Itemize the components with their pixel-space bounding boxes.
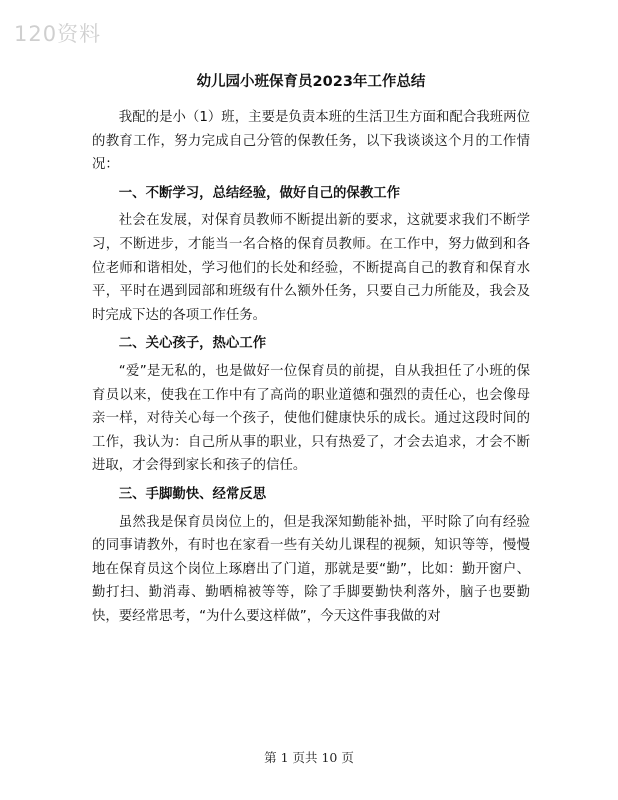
section-2-heading: 二、关心孩子，热心工作 [118,336,267,352]
intro-paragraph: 我配的是小（1）班，主要是负责本班的生活卫生方面和配合我班两位的教育工作，努力完成自己分管的保教任务，以下我谈谈这个月的工作情况： [92,110,530,173]
section-1-heading: 一、不断学习，总结经验，做好自己的保教工作 [118,185,400,201]
watermark-logo: 120资料 [14,22,102,46]
section-2-paragraph: “爱”是无私的，也是做好一位保育员的前提，自从我担任了小班的保育员以来，使我在工作中有了高尚的职业道德和强烈的责任心，也会像母亲一样，对待关心每一个孩子，使他们健康快乐的成长。通过这段时间的工作，我认为：自己所从事的职业，只有热爱了，才会去追求，才会不断进取，才会得到家长和孩子的信任。 [92,363,530,474]
document-title: 幼儿园小班保育员2023年工作总结 [196,74,426,90]
section-3-heading: 三、手脚勤快、经常反思 [118,486,267,502]
page-number-footer: 第 1 页共 10 页 [264,750,354,765]
document-page [92,70,530,628]
section-1-paragraph: 社会在发展，对保育员教师不断提出新的要求，这就要求我们不断学习，不断进步，才能当一名合格的保育员教师。在工作中，努力做到和各位老师和谐相处，学习他们的长处和经验，不断提高自己的教育和保育水平，平时在遇到园部和班级有什么额外任务，只要自己力所能及，我会及时完成下达的各项工作任务。 [92,213,530,323]
section-3-paragraph: 虽然我是保育员岗位上的，但是我深知勤能补拙，平时除了向有经验的同事请教外，有时也在家看一些有关幼儿课程的视频，知识等等，慢慢地在保育员这个岗位上琢磨出了门道，那就是要“勤”，比如：勤开窗户、勤打扫、勤消毒、勤晒棉被等等，除了手脚要勤快利落外，脑子也要勤快，要经常思考，“为什么要这样做”，今天这件事我做的对 [92,514,530,624]
